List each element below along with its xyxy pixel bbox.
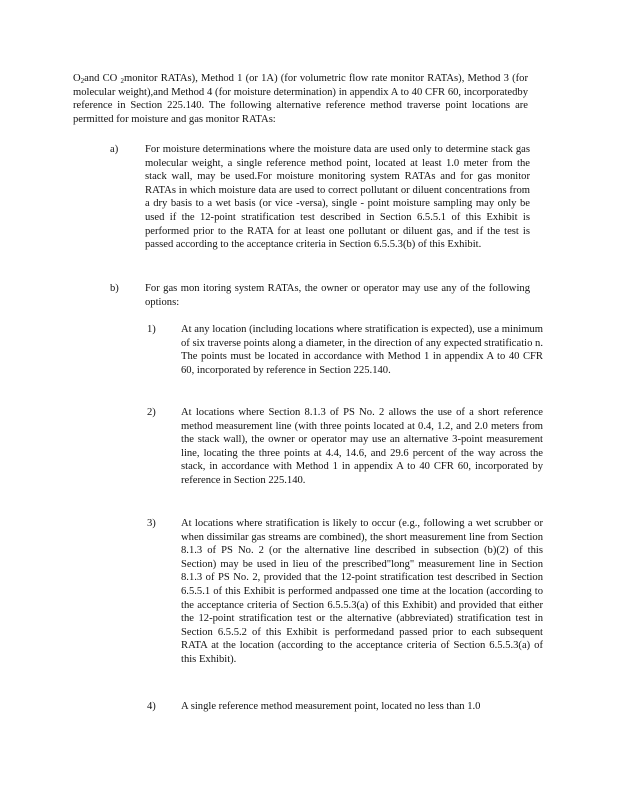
o2-label: O xyxy=(73,73,81,84)
item-b2-text: At locations where Section 8.1.3 of PS No. 2 allows the use of a short reference method measurement line (with three points located at 0.4, 1.2, and 2.0 meters from the stack wall), the owner or operator may use an alternative 3-point measurement line, locating the three points at 4.4, 14.6, and 29.6 percent of the way across the stack, in accordance with Method 1 in appendix A to 40 CFR 60, incorporated by reference in Section 225.140. xyxy=(181,407,543,486)
item-b3-text: At locations where stratification is likely to occur (e.g., following a wet scrubber or when dissimilar gas streams are combined), the short measurement line from Section 8.1.3 of PS No. 2 (or the alternative line described in subsection (b)(2) of this Section) may be used in lieu of the prescribed"long" measurement line in Section 8.1.3 of PS No. 2, provided that the 12-point stratification test described in Section 6.5.5.1 of this Exhibit is performed andpassed one time at the location (according to the acceptance criteria of Section 6.5.5.3(a) of this Exhibit) and provided that either the 12-point stratification test or the alternative (abbreviated) stratification test in Section 6.5.5.2 of this Exhibit is performedand passed prior to each subsequent RATA at the location (according to the acceptance criteria of Section 6.5.5.3(a) of this Exhibit). xyxy=(181,518,543,665)
item-b3-marker: 3) xyxy=(147,518,156,529)
intro-text: monitor RATAs), Method 1 (or 1A) (for volumetric flow rate monitor RATAs), Method 3 (for molecular weight),and Method 4 (for moisture determination) in appendix A to 40 CFR 60, incorporatedby reference in Section 225.140. The following alternative reference method traverse point locations are permitted for moisture and gas monitor RATAs: xyxy=(73,73,528,125)
item-b4-text: A single reference method measurement point, located no less than 1.0 xyxy=(181,701,481,712)
item-b2-marker: 2) xyxy=(147,407,156,418)
item-a-text: For moisture determinations where the moisture data are used only to determine stack gas molecular weight, a single reference method point, located at least 1.0 meter from the stack wall, may be used.For moisture monitoring system RATAs and for gas monitor RATAs in which moisture data are used to correct pollutant or diluent concentrations from a dry basis to a wet basis (or vice -versa), single - point moisture sampling may only be used if the 12-point stratification test described in Section 6.5.5.1 of this Exhibit is performed prior to the RATA for at least one pollutant or diluent gas, and if the test is passed according to the acceptance criteria in Section 6.5.5.3(b) of this Exhibit. xyxy=(145,144,530,251)
item-b1-text: At any location (including locations where stratification is expected), use a minimum of six traverse points along a diameter, in the direction of any expected stratificatio n. The points must be located in accordance with Method 1 in appendix A to 40 CFR 60, incorporated by reference in Section 225.140. xyxy=(181,324,543,376)
intro-paragraph xyxy=(73,72,528,126)
item-a-marker: a) xyxy=(110,144,119,155)
item-b1-marker: 1) xyxy=(147,324,156,335)
co2-subscript: 2 xyxy=(120,77,125,85)
item-b4-marker: 4) xyxy=(147,701,156,712)
co-label: and CO xyxy=(84,73,118,84)
item-b-text: For gas mon itoring system RATAs, the owner or operator may use any of the following options: xyxy=(145,283,530,308)
item-b-marker: b) xyxy=(110,283,119,294)
o2-subscript: 2 xyxy=(80,77,85,85)
